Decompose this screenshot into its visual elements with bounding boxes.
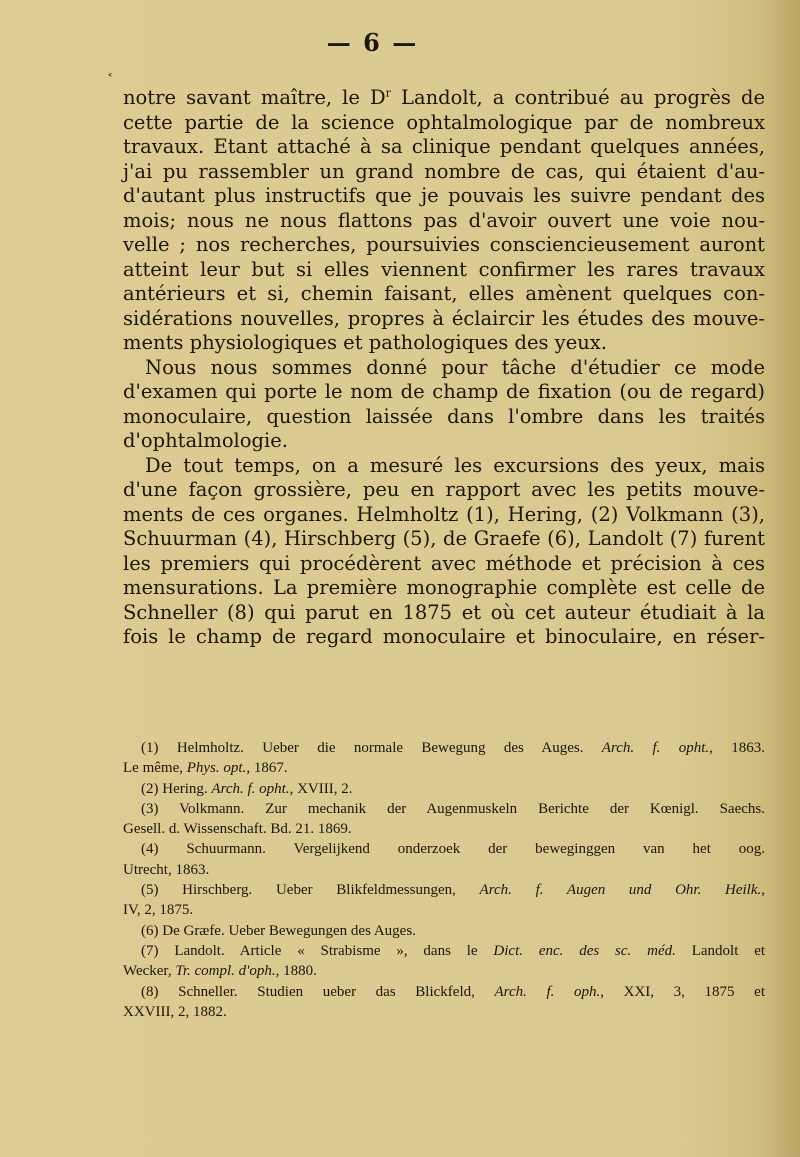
text-run: sidérations nouvelles, propres à éclaircir les études des mouve- [123,306,765,330]
text-line [123,258,765,283]
footnote-line [123,779,765,799]
footnote-text: (2) Hering. [141,780,212,797]
text-run: atteint leur but si elles viennent confirmer les rares travaux [123,257,765,281]
text-run: ments de ces organes. Helmholtz (1), Hering, (2) Volkmann (3), [123,502,765,526]
footnote-line [123,738,765,758]
text-line [123,331,765,356]
text-run: velle ; nos recherches, poursuivies consciencieusement auront [123,233,765,256]
text-run: d'examen qui porte le nom de champ de fixation (ou de regard) [123,380,765,403]
footnote-line [123,900,765,920]
text-run: cette partie de la science ophtalmologique par de nombreux [123,110,765,134]
footnote-citation-italic: Tr. compl. d'oph. [175,963,276,980]
margin-mark: ˂ [107,72,113,86]
footnote-text: Wecker, [123,963,176,980]
text-run: les premiers qui procédèrent avec méthode et précision à ces [123,551,765,575]
text-line [123,160,765,185]
text-run: antérieurs et si, chemin faisant, elles amènent quelques con- [123,282,765,305]
text-line [123,282,765,307]
text-line [123,503,765,528]
page-number: — 6 — [326,28,419,57]
footnote-citation-italic: Arch. f. opht. [211,780,290,797]
footnote-text: Utrecht, 1863. [123,861,210,878]
footnote-line [123,758,765,778]
text-line [123,454,765,479]
text-run: Schneller (8) qui parut en 1875 et où cet auteur étudiait à la [123,600,765,624]
text-line [123,552,765,577]
text-run: De tout temps, on a mesuré les excursions des yeux, mais [145,453,765,477]
superscript: r [385,86,391,100]
text-line [123,527,765,552]
footnotes [123,738,765,1022]
text-run: mensurations. La première monographie complète est celle de [123,576,765,599]
footnote-citation-italic: Dict. enc. des sc. méd. [493,942,676,959]
footnote-citation-italic: Phys. opt. [186,760,247,777]
text-line [123,86,765,111]
text-line [123,380,765,405]
footnote-line [123,839,765,859]
footnote-line [123,961,765,981]
text-run: d'ophtalmologie. [123,429,288,452]
footnote-text: (6) De Græfe. Ueber Bewegungen des Auges. [141,922,416,939]
text-run: d'autant plus instructifs que je pouvais les suivre pendant des [123,184,765,207]
footnote-line [123,880,765,900]
footnote-text: , XVIII, 2. [289,780,353,797]
footnote-text: , 1880. [275,963,317,980]
text-run: Schuurman (4), Hirschberg (5), de Graefe (6), Landolt (7) furent [123,527,765,550]
footnote-citation-italic: Arch. f. oph. [494,983,601,1000]
text-line [123,233,765,258]
footnote-text: (8) Schneller. Studien ueber das Blickfeld, [141,983,495,1000]
footnote-text: (5) Hirschberg. Ueber Blikfeldmessungen, [141,882,480,899]
footnote-text: , [761,882,765,899]
footnote-text: XXVIII, 2, 1882. [123,1003,227,1020]
text-run: d'une façon grossière, peu en rapport avec les petits mouve- [123,478,765,501]
footnote-text: Landolt et [675,942,766,959]
footnote-line [123,921,765,941]
footnote-text: , XXI, 3, 1875 et [600,983,765,1000]
footnote-text: Gesell. d. Wissenschaft. Bd. 21. 1869. [123,821,352,838]
footnote-text: (1) Helmholtz. Ueber die normale Bewegung des Auges. [141,740,602,756]
footnote-line [123,860,765,880]
body-text [123,86,765,650]
text-run: Landolt, a contribué au progrès de [390,86,765,109]
footnote-text: (3) Volkmann. Zur mechanik der Augenmuskeln Berichte der Kœnigl. Saechs. [141,800,765,817]
text-run: monoculaire, question laissée dans l'ombre dans les traités [123,404,765,428]
text-line [123,209,765,234]
footnote-line [123,982,765,1002]
text-line [123,478,765,503]
text-run: notre savant maître, le D [123,86,386,109]
text-line [123,356,765,381]
footnote-line [123,819,765,839]
footnote-text: IV, 2, 1875. [123,902,194,919]
footnote-text: (4) Schuurmann. Vergelijkend onderzoek der beweginggen van het oog. [141,841,765,858]
text-line [123,307,765,332]
footnote-text: , 1867. [246,760,288,777]
text-run: mois; nous ne nous flattons pas d'avoir ouvert une voie nou- [123,208,765,232]
text-run: travaux. Etant attaché à sa clinique pendant quelques années, [123,135,765,158]
footnote-text: Le même, [123,760,187,777]
footnote-citation-italic: Arch. f. opht. [601,740,710,756]
text-run: fois le champ de regard monoculaire et binoculaire, en réser- [123,625,765,648]
text-line [123,625,765,650]
footnote-citation-italic: Arch. f. Augen und Ohr. Heilk. [479,882,762,899]
footnote-text: (7) Landolt. Article « Strabisme », dans le [141,942,494,959]
text-line [123,601,765,626]
footnote-text: , 1863. [709,740,766,756]
footnote-line [123,1002,765,1022]
text-line [123,429,765,454]
text-line [123,111,765,136]
text-run: Nous nous sommes donné pour tâche d'étudier ce mode [145,355,765,379]
footnote-line [123,941,765,961]
text-line [123,184,765,209]
text-run: j'ai pu rassembler un grand nombre de cas, qui étaient d'au- [123,159,765,183]
text-run: ments physiologiques et pathologiques des yeux. [123,331,607,354]
text-line [123,405,765,430]
text-line [123,576,765,601]
text-line [123,135,765,160]
footnote-line [123,799,765,819]
